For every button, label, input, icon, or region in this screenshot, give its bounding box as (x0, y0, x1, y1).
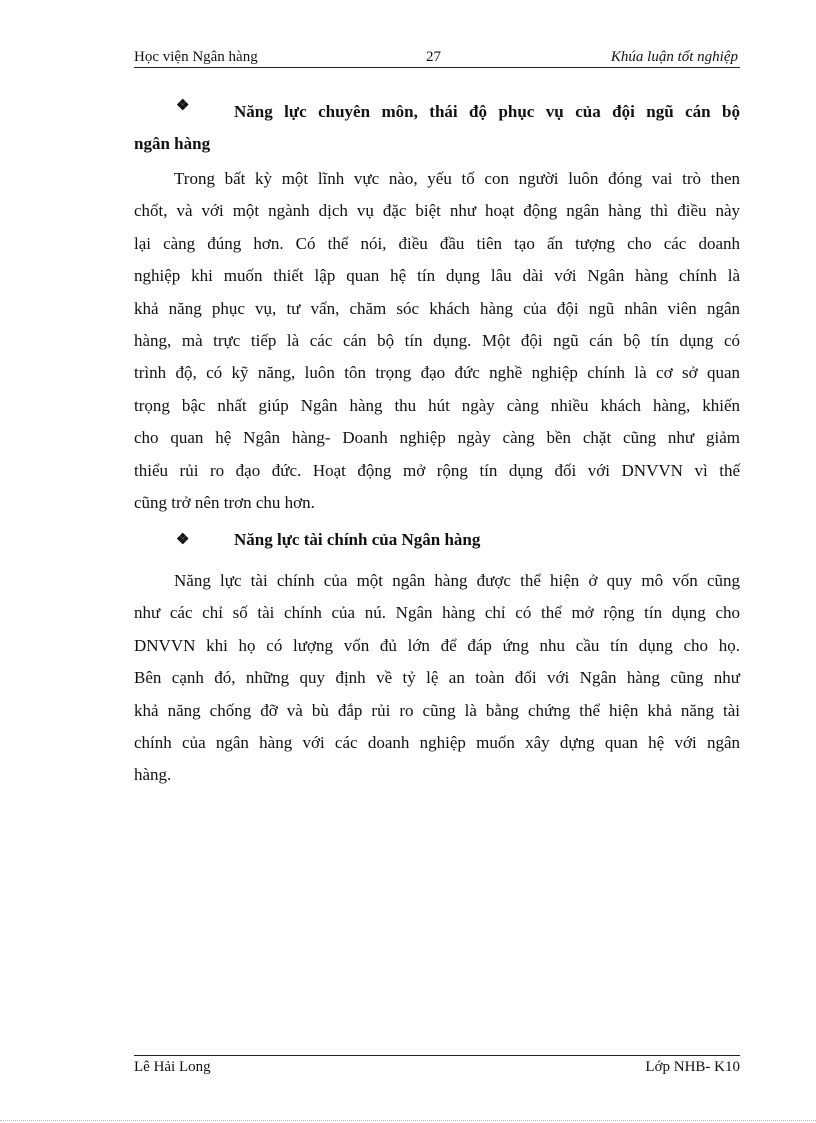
text-line: Trong bất kỳ một lĩnh vực nào, yếu tố con người luôn đóng vai trò then (174, 169, 740, 188)
diamond-bullet-icon: ❖ (176, 532, 190, 548)
text-line: hàng, mà trực tiếp là các cán bộ tín dụng. Một đội ngũ cán bộ tín dụng có (134, 330, 740, 350)
text-line: cho quan hệ Ngân hàng- Doanh nghiệp ngày càng bền chặt cũng như giảm (134, 428, 740, 448)
text-line: Bên cạnh đó, những quy định về tỷ lệ an toàn đối với Ngân hàng cũng như (134, 668, 740, 688)
text-line: lại càng đúng hơn. Có thể nói, điều đầu tiên tạo ấn tượng cho các doanh (134, 233, 740, 253)
text-line: trình độ, có kỹ năng, luôn tôn trọng đạo đức nghề nghiệp chính là cơ sở quan (134, 363, 740, 383)
text-line: DNVVN khi họ có lượng vốn đủ lớn để đáp ứng nhu cầu tín dụng cho họ. (134, 635, 740, 655)
text-line: cũng trở nên trơn chu hơn. (134, 492, 315, 512)
text-line: chính của ngân hàng với các doanh nghiệp muốn xây dựng quan hệ với ngân (134, 732, 740, 752)
paragraph-financial-capacity (134, 565, 740, 792)
text-line: nghiệp khi muốn thiết lập quan hệ tín dụng lâu dài với Ngân hàng chính là (134, 266, 740, 286)
page-footer (134, 1055, 740, 1076)
heading-line: Năng lực chuyên môn, thái độ phục vụ của đội ngũ cán bộ (234, 102, 740, 121)
text-line: hàng. (134, 765, 172, 785)
section-heading-professional-capacity (134, 96, 740, 156)
section-heading-financial-capacity (134, 530, 740, 554)
page-boundary (0, 1120, 816, 1121)
section-heading-text (134, 96, 740, 153)
heading-line: ngân hàng (134, 134, 211, 153)
page-header (134, 47, 740, 68)
paragraph-professional-capacity (134, 163, 740, 519)
footer-class: Lớp NHB- K10 (645, 1059, 740, 1075)
diamond-bullet-icon: ❖ (176, 98, 190, 114)
section-heading-text: Năng lực tài chính của Ngân hàng (234, 530, 481, 549)
header-document-type: Khúa luận tốt nghiệp (610, 49, 738, 65)
text-line: trọng bậc nhất giúp Ngân hàng thu hút ngày càng nhiều khách hàng, khiến (134, 395, 740, 415)
text-line: như các chỉ số tài chính của nú. Ngân hàng chỉ có thể mở rộng tín dụng cho (134, 603, 740, 623)
footer-author: Lê Hải Long (134, 1059, 211, 1075)
page-number: 27 (426, 49, 441, 65)
header-institution: Học viện Ngân hàng (134, 49, 258, 65)
text-line: chốt, và với một ngành dịch vụ đặc biệt như hoạt động ngân hàng thì điều này (134, 201, 740, 221)
text-line: Năng lực tài chính của một ngân hàng được thể hiện ở quy mô vốn cũng (174, 571, 740, 590)
text-line: thiểu rủi ro đạo đức. Hoạt động mở rộng tín dụng đối với DNVVN vì thế (134, 460, 740, 480)
text-line: khả năng chống đỡ và bù đắp rủi ro cũng là bằng chứng thể hiện khả năng tài (134, 700, 740, 720)
text-line: khả năng phục vụ, tư vấn, chăm sóc khách hàng của đội ngũ nhân viên ngân (134, 298, 740, 318)
